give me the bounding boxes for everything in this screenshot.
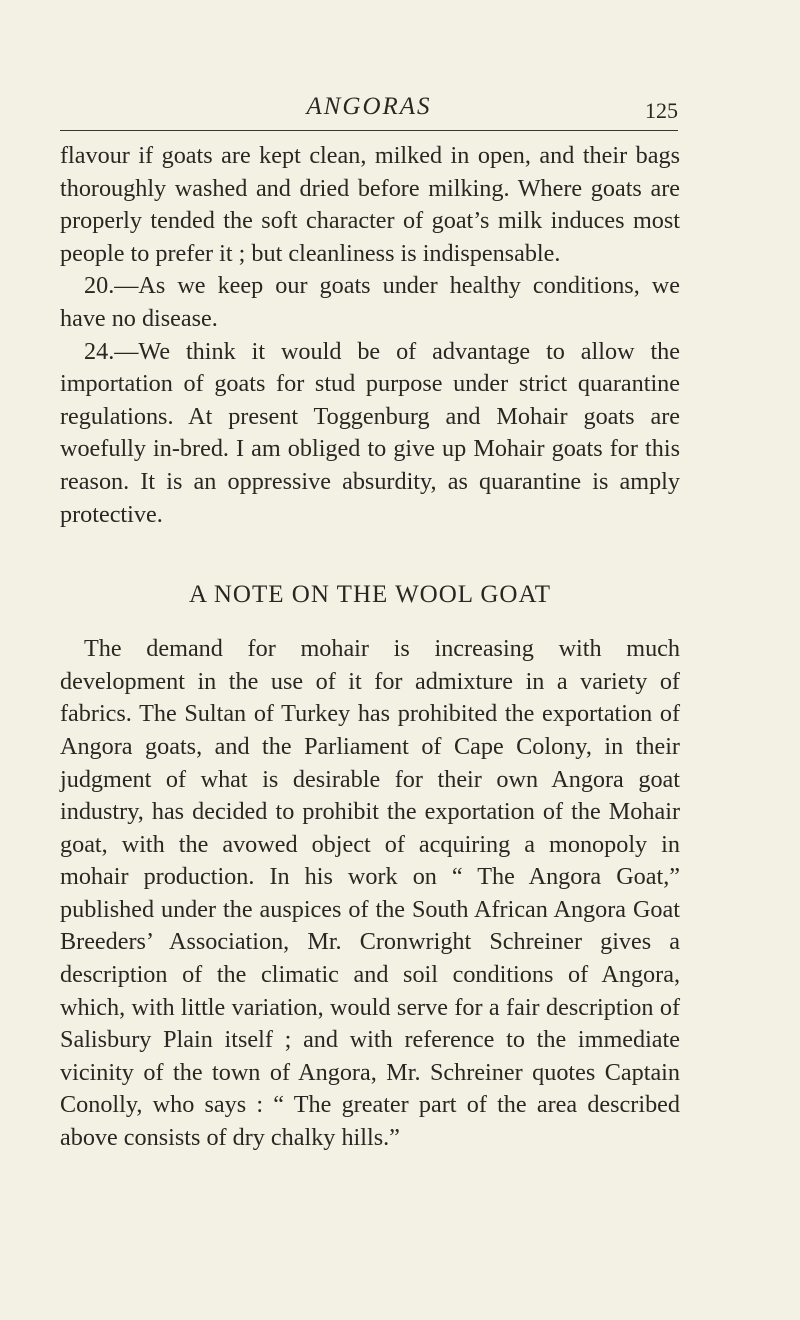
running-title: ANGORAS	[306, 93, 432, 120]
paragraph-answer-20: 20.—As we keep our goats under healthy conditions, we have no disease.	[60, 272, 680, 332]
paragraph-continued: flavour if goats are kept clean, milked in open, and their bags thoroughly washed and dried before milking. Where goats are properly tended the soft character of goat’s milk induces most people to prefer it ; but cleanliness is indispensable.	[60, 142, 680, 267]
paragraph-answer-24: 24.—We think it would be of advantage to allow the importation of goats for stud purpose under strict quarantine regulations. At present Toggenburg and Mohair goats are woefully in-bred. I am obliged to give up Mohair goats for this reason. It is an oppressive absurdity, as quarantine is amply protective.	[60, 337, 680, 528]
section-paragraph: The demand for mohair is increasing with much development in the use of it for admixture in a variety of fabrics. The Sultan of Turkey has prohibited the exportation of Angora goats, and the Parliament of Cape Colony, in their judgment of what is desirable for their own Angora goat industry, has decided to prohibit the exportation of the Mohair goat, with the avowed object of acquiring a monopoly in mohair production. In his work on “ The Angora Goat,” published under the auspices of the South African Angora Goat Breeders’ Association, Mr. Cronwright Schreiner gives a description of the climatic and soil conditions of Angora, which, with little variation, would serve for a fair description of Salisbury Plain itself ; and with reference to the immediate vicinity of the town of Angora, Mr. Schreiner quotes Captain Conolly, who says : “ The greater part of the area described above consists of dry chalky hills.”	[60, 635, 680, 1152]
section-heading: A NOTE ON THE WOOL GOAT	[188, 581, 552, 609]
page-number: 125	[645, 98, 678, 123]
header-rule	[60, 130, 678, 131]
page-header	[60, 92, 678, 126]
page-body	[60, 140, 680, 1155]
